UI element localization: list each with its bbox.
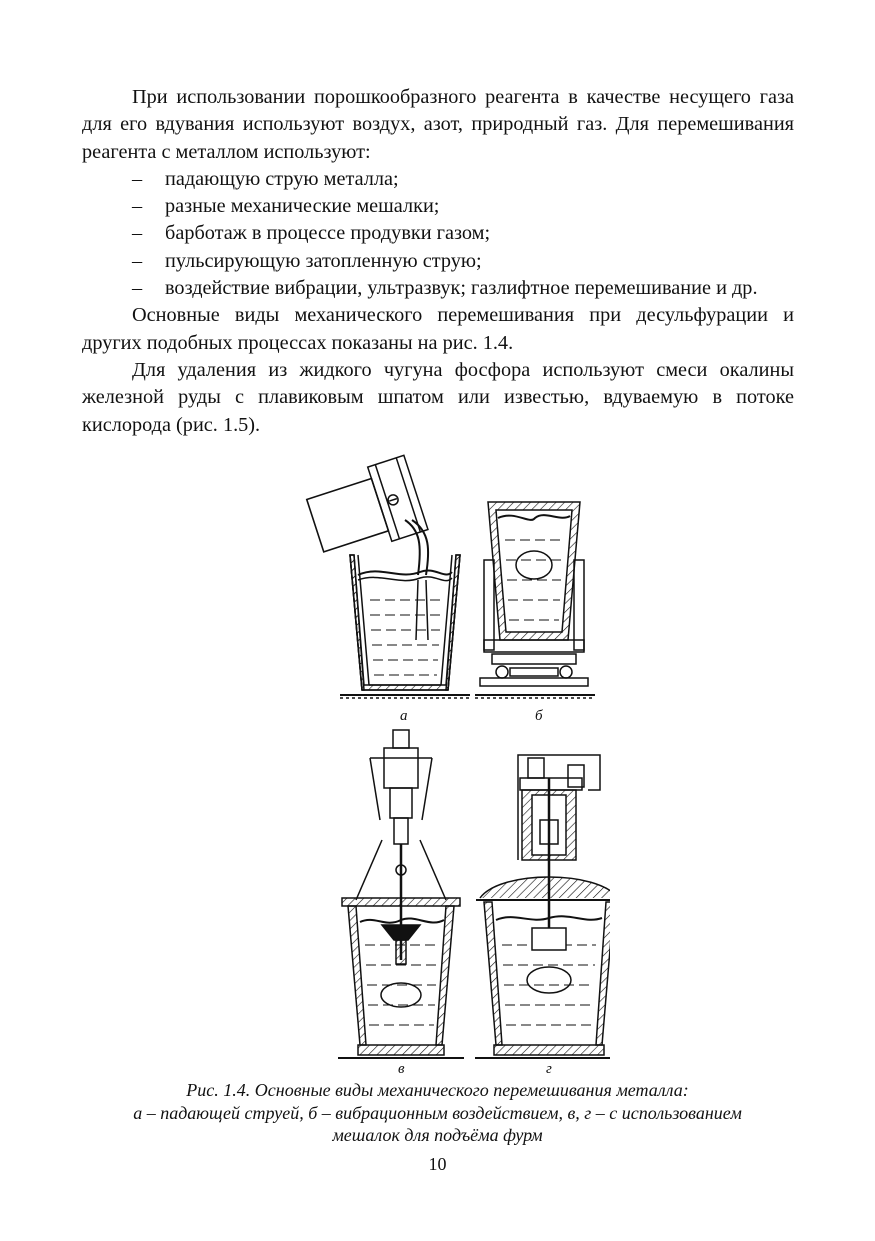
diagram-b-vibration <box>475 502 595 724</box>
diagram-g-stirrer-frame <box>475 755 610 1077</box>
paragraph-1: При использовании порошкообразного реагента в качестве несущего газа для его вдувания используют воздух, азот, природный газ. Для перемешивания реагента с металлом используют: <box>82 86 794 163</box>
figure-caption <box>60 1079 815 1147</box>
figure-1-4 <box>270 440 610 1080</box>
mixing-methods-drawing <box>270 440 610 1080</box>
mixing-methods-list <box>82 166 794 302</box>
list-item: – барботаж в процессе продувки газом; <box>132 222 491 245</box>
label-b: б <box>535 708 543 724</box>
label-g: г <box>546 1061 552 1077</box>
caption-line-1: Рис. 1.4. Основные виды механического перемешивания металла: <box>186 1080 689 1100</box>
caption-line-2: а – падающей струей, б – вибрационным воздействием, в, г – с использованием <box>133 1102 742 1123</box>
list-item: – разные механические мешалки; <box>132 195 440 218</box>
paragraph-2: Основные виды механического перемешивания при десульфурации и других подобных процессах показаны на рис. 1.4. <box>82 304 794 354</box>
list-item: – падающую струю металла; <box>132 167 399 190</box>
caption-line-3: мешалок для подъёма фурм <box>332 1125 543 1145</box>
list-item: – пульсирующую затопленную струю; <box>132 249 482 272</box>
page-number: 10 <box>428 1154 447 1174</box>
diagram-v-stirrer <box>338 730 464 1077</box>
body-text <box>82 84 794 439</box>
label-v: в <box>398 1061 405 1077</box>
label-a: а <box>400 708 408 724</box>
list-item: – воздействие вибрации, ультразвук; газлифтное перемешивание и др. <box>132 277 758 300</box>
diagram-a-falling-stream <box>303 455 470 724</box>
paragraph-3: Для удаления из жидкого чугуна фосфора используют смеси окалины железной руды с плавиковым шпатом или известью, вдуваемую в потоке кислорода (рис. 1.5). <box>82 358 794 436</box>
